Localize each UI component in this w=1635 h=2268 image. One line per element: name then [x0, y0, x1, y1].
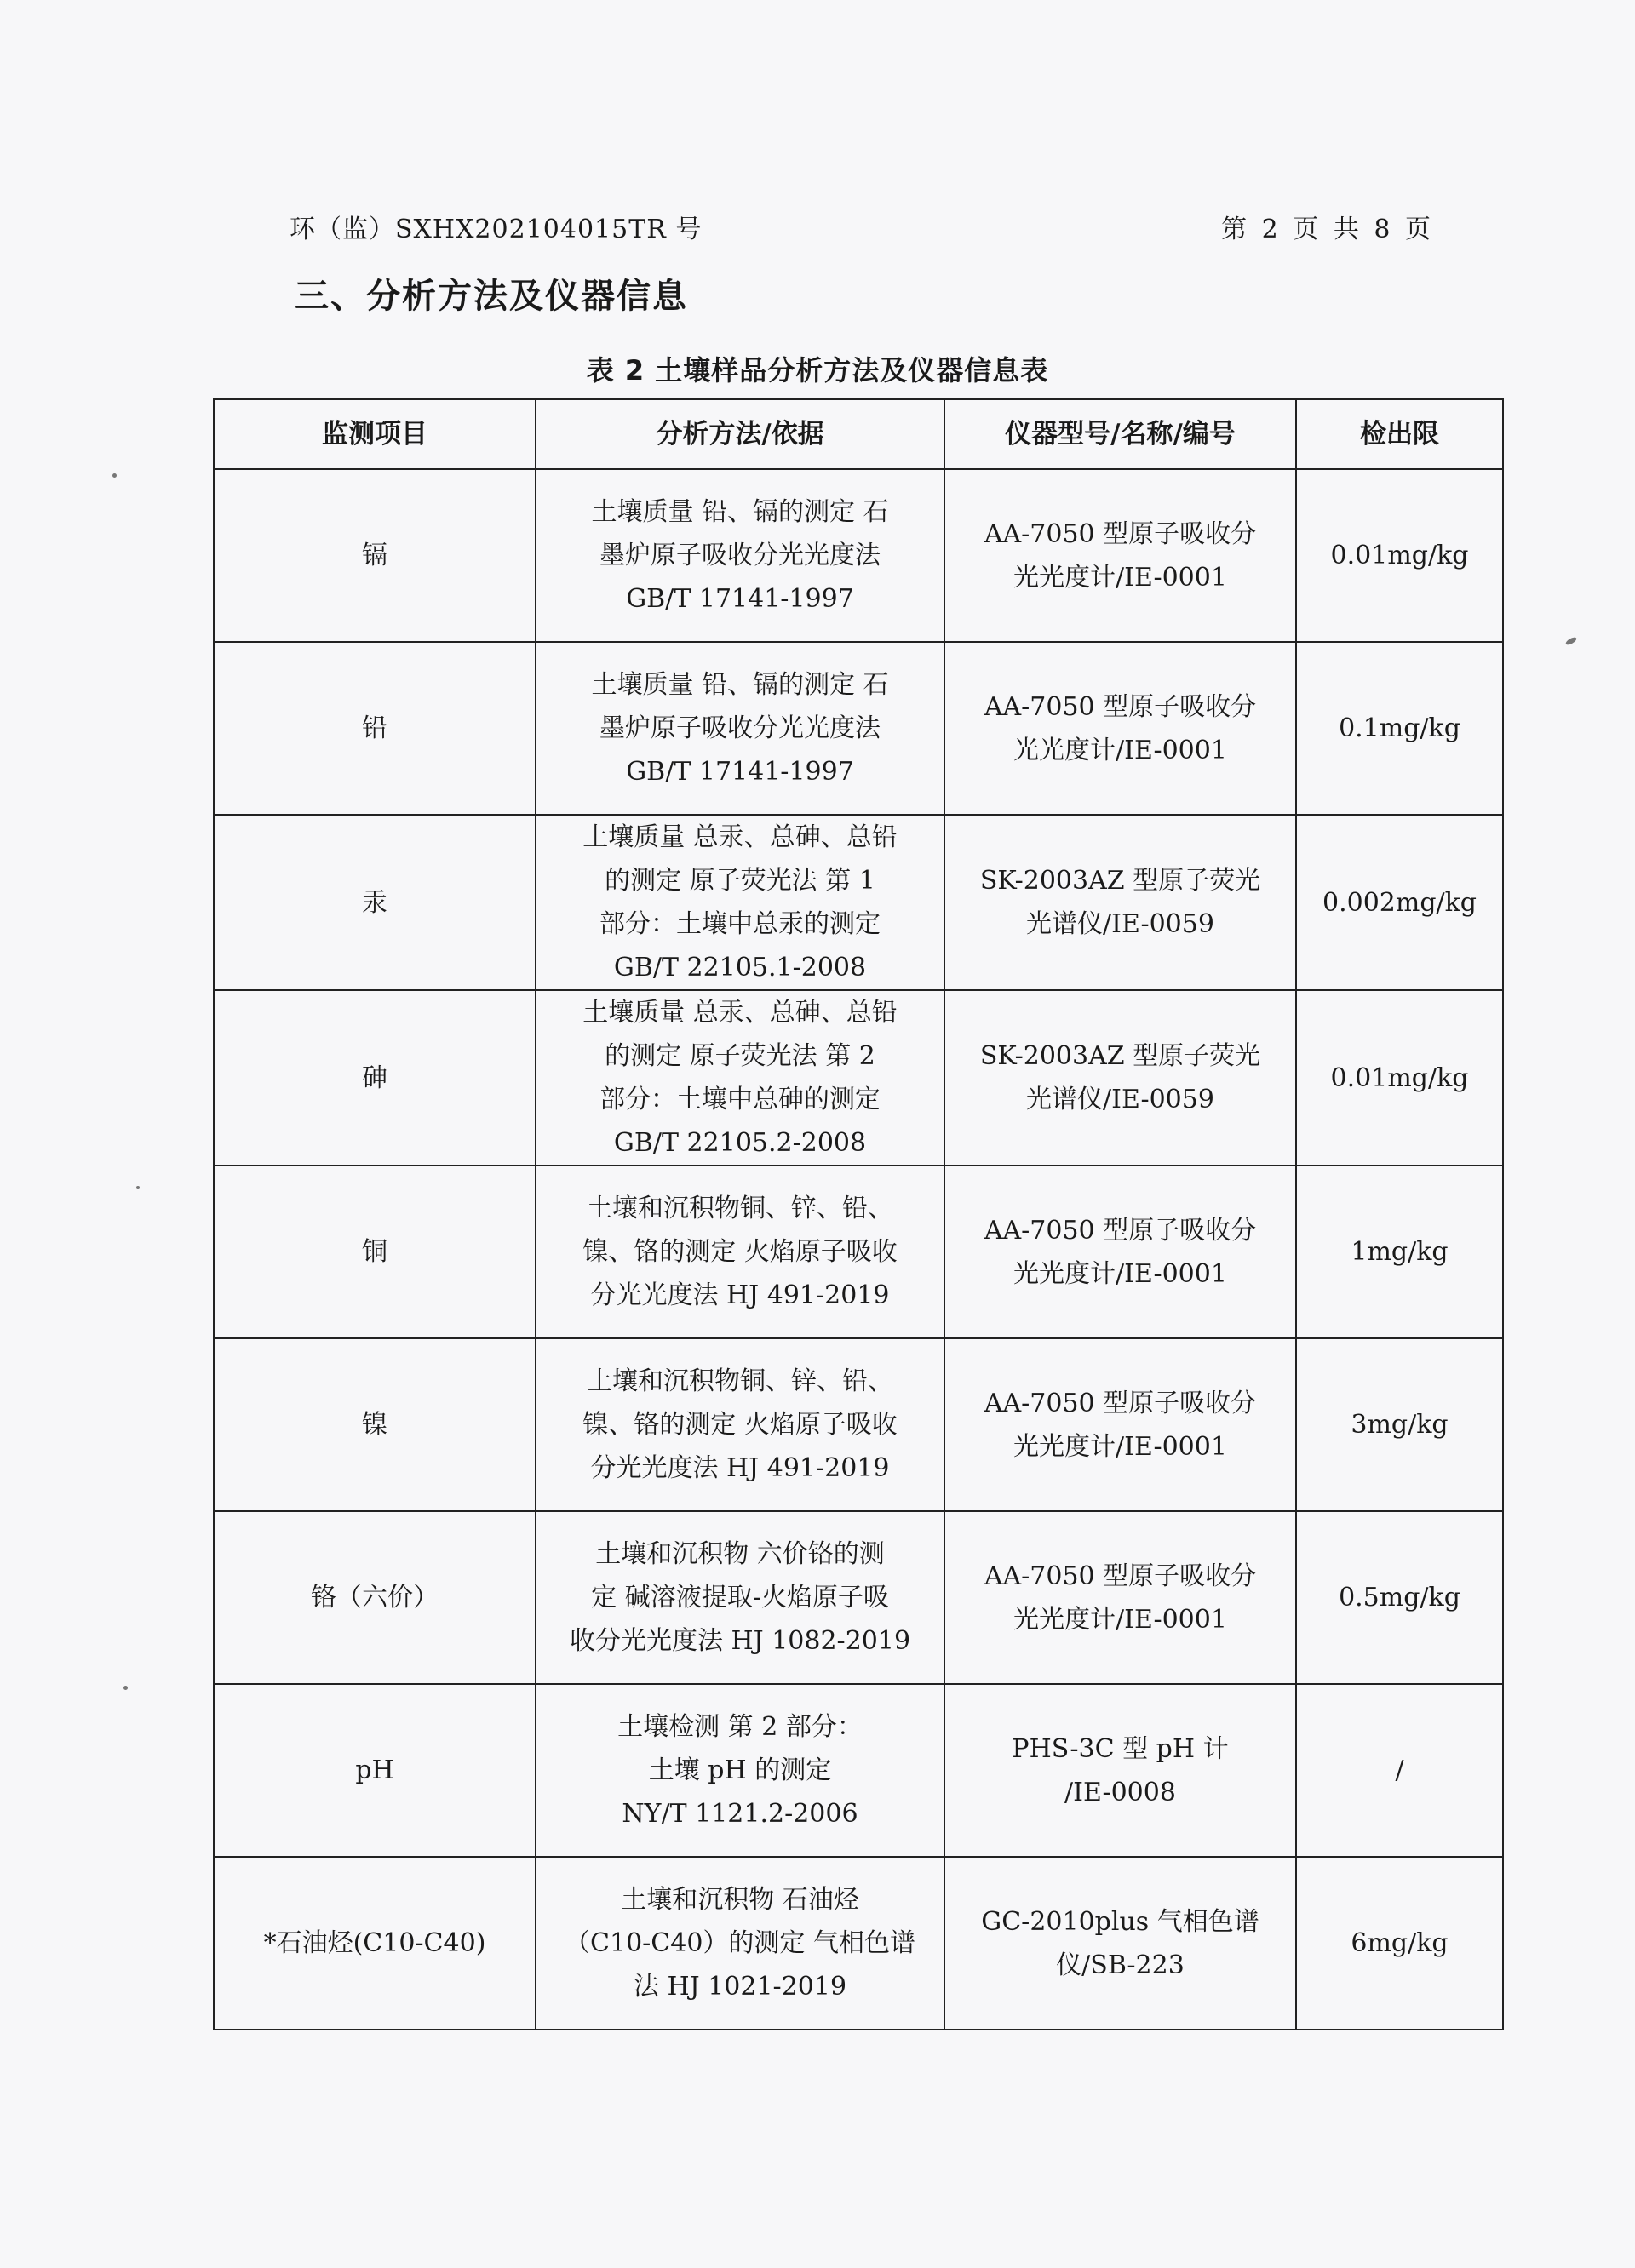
method-line: 土壤和沉积物 六价铬的测 — [595, 1539, 885, 1569]
instrument-line: AA-7050 型原子吸收分 — [984, 691, 1257, 722]
monitoring-item: 镍 — [214, 1338, 536, 1511]
method-line: 土壤和沉积物铜、锌、铅、 — [587, 1366, 893, 1396]
instrument-info — [944, 1857, 1296, 2030]
method-line: 镍、铬的测定 火焰原子吸收 — [582, 1410, 898, 1440]
detection-limit: 6mg/kg — [1296, 1857, 1503, 2030]
method-line: 土壤和沉积物铜、锌、铅、 — [587, 1194, 893, 1223]
instrument-line: 光光度计/IE-0001 — [1013, 1604, 1227, 1635]
instrument-line: SK-2003AZ 型原子荧光 — [979, 1041, 1261, 1071]
method-line: 分光光度法 HJ 491-2019 — [590, 1280, 890, 1310]
table-row — [214, 1338, 1503, 1511]
method-line: 定 碱溶液提取-火焰原子吸 — [591, 1583, 889, 1612]
method-line: GB/T 22105.1-2008 — [613, 953, 867, 982]
instrument-info — [944, 990, 1296, 1166]
analysis-method — [536, 1166, 944, 1338]
table-row — [214, 1511, 1503, 1684]
table-row — [214, 815, 1503, 990]
instrument-line: 光光度计/IE-0001 — [1013, 1431, 1227, 1462]
method-line: NY/T 1121.2-2006 — [622, 1799, 858, 1829]
detection-limit: / — [1296, 1684, 1503, 1857]
instrument-info — [944, 469, 1296, 642]
method-line: 土壤质量 总汞、总砷、总铅 — [582, 822, 898, 852]
method-line: 的测定 原子荧光法 第 2 — [605, 1041, 875, 1071]
instrument-line: 光光度计/IE-0001 — [1013, 1258, 1227, 1289]
analysis-method — [536, 642, 944, 815]
table-row — [214, 469, 1503, 642]
method-line: 镍、铬的测定 火焰原子吸收 — [582, 1237, 898, 1267]
analysis-method — [536, 1511, 944, 1684]
monitoring-item: 砷 — [214, 990, 536, 1166]
section-title: 三、分析方法及仪器信息 — [295, 277, 688, 316]
instrument-line: AA-7050 型原子吸收分 — [984, 1388, 1257, 1418]
method-line: 分光光度法 HJ 491-2019 — [590, 1453, 890, 1483]
monitoring-item: 铬（六价） — [214, 1511, 536, 1684]
analysis-method — [536, 815, 944, 990]
analysis-method — [536, 469, 944, 642]
instrument-line: /IE-0008 — [1064, 1777, 1176, 1807]
instrument-line: 光光度计/IE-0001 — [1013, 735, 1227, 765]
instrument-line: 光谱仪/IE-0059 — [1026, 909, 1214, 939]
method-line: 土壤和沉积物 石油烃 — [621, 1885, 859, 1915]
monitoring-item: 镉 — [214, 469, 536, 642]
instrument-info — [944, 1511, 1296, 1684]
instrument-line: 仪/SB-223 — [1056, 1950, 1185, 1980]
detection-limit: 0.5mg/kg — [1296, 1511, 1503, 1684]
table-row — [214, 1166, 1503, 1338]
header-instrument: 仪器型号/名称/编号 — [944, 399, 1296, 469]
analysis-method — [536, 1857, 944, 2030]
page-indicator: 第 2 页 共 8 页 — [1221, 215, 1434, 244]
scan-speck — [123, 1686, 128, 1690]
method-line: 土壤质量 铅、镉的测定 石 — [591, 497, 889, 527]
instrument-line: 光谱仪/IE-0059 — [1026, 1085, 1214, 1114]
method-line: 部分：土壤中总汞的测定 — [600, 909, 881, 939]
detection-limit: 0.002mg/kg — [1296, 815, 1503, 990]
detection-limit: 3mg/kg — [1296, 1338, 1503, 1511]
analysis-method — [536, 1338, 944, 1511]
monitoring-item: pH — [214, 1684, 536, 1857]
instrument-line: SK-2003AZ 型原子荧光 — [979, 866, 1261, 896]
instrument-info — [944, 642, 1296, 815]
table-row — [214, 1857, 1503, 2030]
method-line: （C10-C40）的测定 气相色谱 — [565, 1928, 915, 1958]
table-row — [214, 990, 1503, 1166]
monitoring-item: 汞 — [214, 815, 536, 990]
header-method: 分析方法/依据 — [536, 399, 944, 469]
analysis-method — [536, 1684, 944, 1857]
method-line: GB/T 22105.2-2008 — [613, 1128, 867, 1158]
method-line: 的测定 原子荧光法 第 1 — [605, 866, 875, 896]
method-line: 土壤质量 总汞、总砷、总铅 — [582, 998, 898, 1028]
monitoring-item: 铜 — [214, 1166, 536, 1338]
scan-speck — [1564, 636, 1577, 646]
report-number: 环（监）SXHX202104015TR 号 — [290, 215, 703, 244]
method-line: GB/T 17141-1997 — [626, 757, 854, 787]
method-line: 墨炉原子吸收分光光度法 — [600, 541, 881, 570]
instrument-line: PHS-3C 型 pH 计 — [1012, 1733, 1229, 1764]
header-limit: 检出限 — [1296, 399, 1503, 469]
method-line: 土壤 pH 的测定 — [648, 1755, 832, 1785]
table-row — [214, 642, 1503, 815]
header-item: 监测项目 — [214, 399, 536, 469]
scan-speck — [112, 473, 117, 478]
monitoring-item: *石油烃(C10-C40) — [214, 1857, 536, 2030]
detection-limit: 0.01mg/kg — [1296, 469, 1503, 642]
instrument-info — [944, 1684, 1296, 1857]
method-line: 土壤质量 铅、镉的测定 石 — [591, 670, 889, 700]
scan-speck — [136, 1186, 140, 1189]
detection-limit: 1mg/kg — [1296, 1166, 1503, 1338]
monitoring-item: 铅 — [214, 642, 536, 815]
table-header-row — [214, 399, 1503, 469]
method-line: 部分：土壤中总砷的测定 — [600, 1085, 881, 1114]
detection-limit: 0.01mg/kg — [1296, 990, 1503, 1166]
instrument-line: AA-7050 型原子吸收分 — [984, 518, 1257, 549]
detection-limit: 0.1mg/kg — [1296, 642, 1503, 815]
method-line: 收分光光度法 HJ 1082-2019 — [569, 1626, 911, 1656]
method-line: GB/T 17141-1997 — [626, 584, 854, 614]
instrument-line: AA-7050 型原子吸收分 — [984, 1561, 1257, 1591]
method-line: 墨炉原子吸收分光光度法 — [600, 713, 881, 743]
instrument-line: GC-2010plus 气相色谱 — [981, 1906, 1259, 1937]
analysis-method — [536, 990, 944, 1166]
analysis-method-table — [213, 398, 1504, 2030]
method-line: 法 HJ 1021-2019 — [633, 1972, 847, 2002]
table-body — [214, 469, 1503, 2030]
method-line: 土壤检测 第 2 部分： — [617, 1712, 863, 1742]
instrument-line: AA-7050 型原子吸收分 — [984, 1215, 1257, 1246]
instrument-info — [944, 815, 1296, 990]
table-row — [214, 1684, 1503, 1857]
instrument-info — [944, 1338, 1296, 1511]
table-caption: 表 2 土壤样品分析方法及仪器信息表 — [586, 354, 1049, 387]
instrument-info — [944, 1166, 1296, 1338]
instrument-line: 光光度计/IE-0001 — [1013, 562, 1227, 593]
